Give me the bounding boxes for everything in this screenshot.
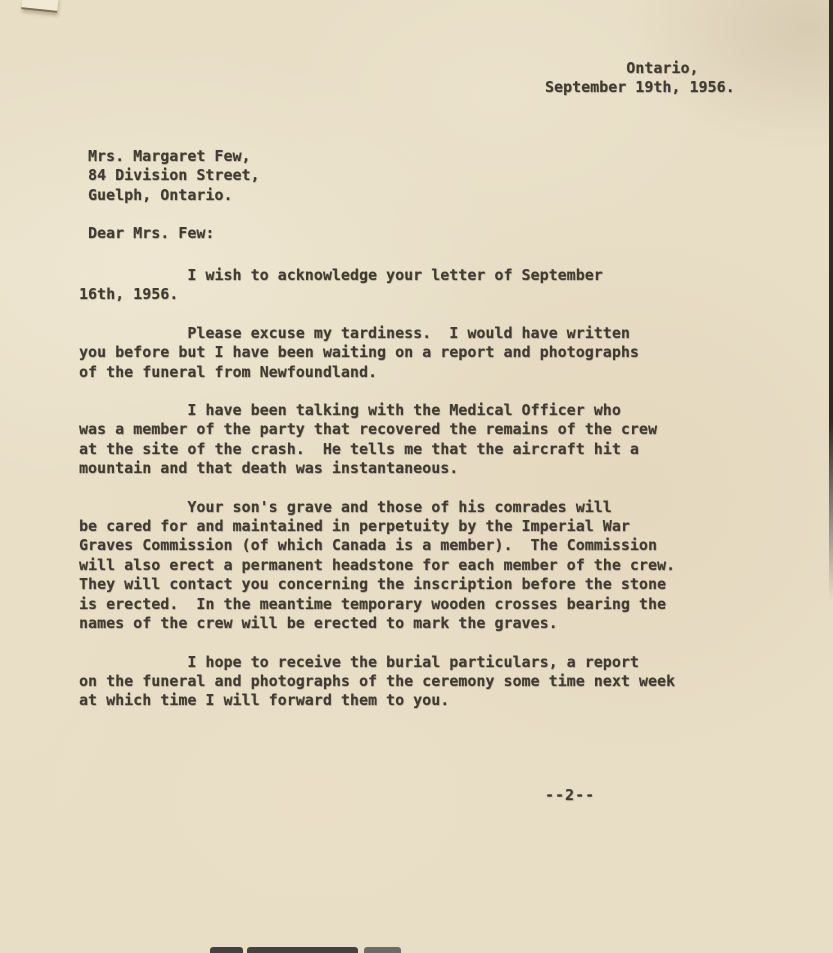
recipient-city: Guelph, Ontario. [88, 185, 233, 204]
letter-line: on the funeral and photographs of the ceremony some time next week [79, 671, 676, 690]
bottom-scan-artifact-2 [247, 947, 358, 953]
paragraph [79, 401, 779, 479]
letter-line: Please excuse my tardiness. I would have written [79, 323, 630, 342]
bottom-scan-artifact-3 [364, 947, 401, 953]
letter-line: I have been talking with the Medical Officer who [79, 401, 621, 420]
dateline-date: September 19th, 1956. [545, 78, 735, 97]
paragraph [79, 324, 779, 382]
recipient-address [88, 147, 260, 205]
letter-line: 16th, 1956. [79, 285, 179, 304]
letter-line: I wish to acknowledge your letter of September [79, 266, 603, 284]
recipient-street: 84 Division Street, [88, 166, 260, 185]
bottom-scan-artifact-1 [210, 947, 243, 953]
letter-line: at which time I will forward them to you. [79, 691, 450, 710]
dateline [545, 59, 735, 98]
torn-corner-artifact [21, 0, 58, 13]
letter-line: Graves Commission (of which Canada is a member). The Commission [79, 536, 657, 555]
scan-edge-shadow [829, 0, 833, 600]
recipient-name: Mrs. Margaret Few, [88, 147, 251, 165]
letter-line: at the site of the crash. He tells me that the aircraft hit a [79, 439, 639, 458]
paragraph [79, 498, 779, 634]
letter-line: Your son's grave and those of his comrades will [79, 497, 612, 516]
letter-line: is erected. In the meantime temporary wooden crosses bearing the [79, 594, 666, 613]
letter-line: you before but I have been waiting on a report and photographs [79, 343, 639, 362]
paragraph [79, 266, 779, 305]
dateline-place: Ontario, [545, 59, 699, 77]
letter-line: be cared for and maintained in perpetuity by the Imperial War [79, 517, 630, 536]
page-number-marker: --2-- [545, 786, 596, 804]
letter-line: names of the crew will be erected to mark the graves. [79, 614, 558, 633]
letter-line: mountain and that death was instantaneous. [79, 459, 459, 478]
letter-line: of the funeral from Newfoundland. [79, 362, 378, 381]
paragraph [79, 653, 779, 711]
letter-line: will also erect a permanent headstone for each member of the crew. [79, 555, 676, 574]
letter-line: They will contact you concerning the inscription before the stone [79, 575, 666, 594]
letter-line: I hope to receive the burial particulars, a report [79, 652, 639, 671]
letter-line: was a member of the party that recovered the remains of the crew [79, 420, 657, 439]
salutation: Dear Mrs. Few: [88, 224, 215, 242]
letter-body [79, 266, 779, 730]
